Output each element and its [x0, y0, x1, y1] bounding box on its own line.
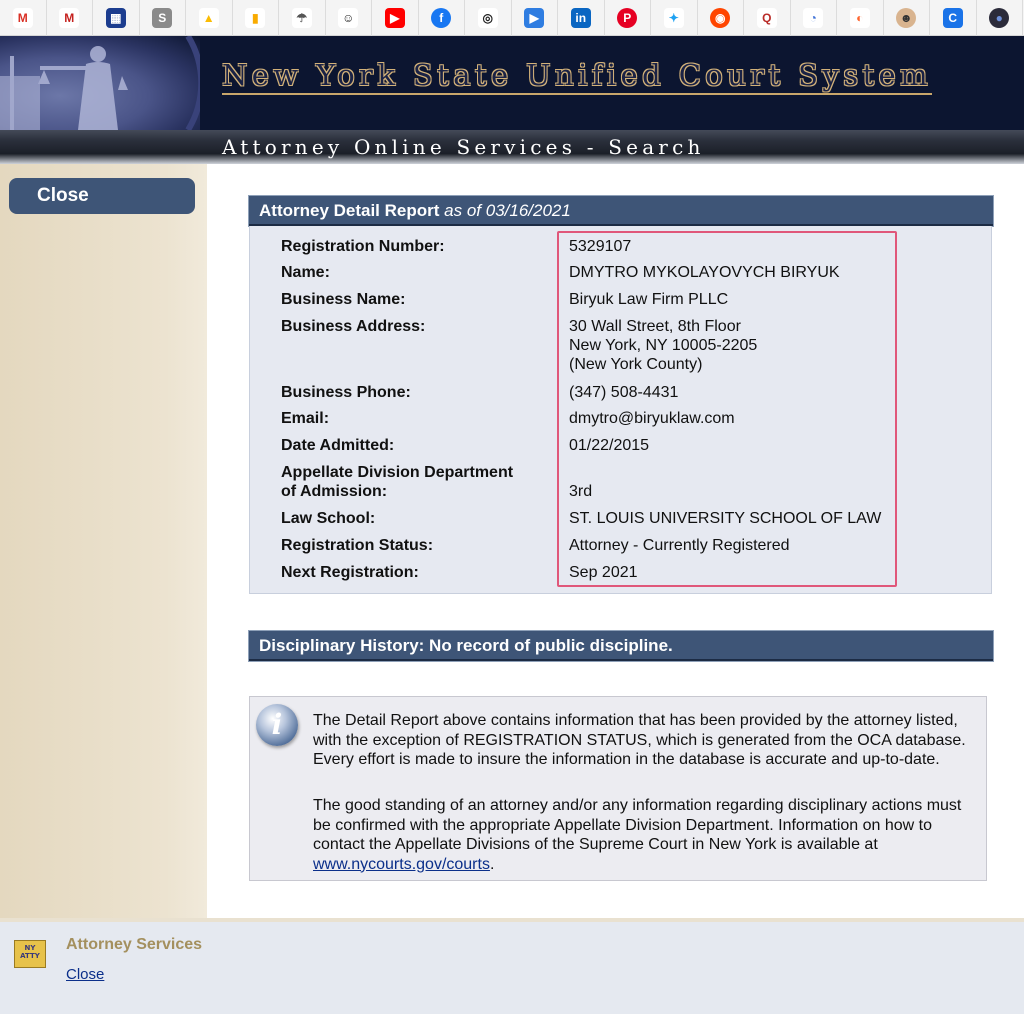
bookmark-avatar[interactable]: [884, 0, 931, 36]
reddit-icon: ◉: [710, 8, 730, 28]
appellate-label-line1: Appellate Division Department: [281, 464, 514, 481]
footer-close-link[interactable]: Close: [66, 966, 105, 983]
registration-number-value: 5329107: [569, 238, 632, 255]
semrush-icon: ◐: [850, 8, 870, 28]
footer-title: Attorney Services: [66, 936, 203, 953]
info-icon: i: [256, 704, 298, 746]
registration-status-label: Registration Status:: [281, 537, 434, 554]
gmail-icon: M: [13, 8, 33, 28]
attorney-services-logo: NY ATTY: [14, 940, 46, 968]
nycourts-link[interactable]: www.nycourts.gov/courts: [313, 855, 490, 873]
next-registration-value: Sep 2021: [569, 564, 638, 581]
bookmark-globe[interactable]: [977, 0, 1024, 36]
bookmark-linkedin[interactable]: [558, 0, 605, 36]
bookmark-c-app[interactable]: [930, 0, 977, 36]
bookmark-podcast[interactable]: [791, 0, 838, 36]
facebook-icon: f: [431, 8, 451, 28]
bookmark-quora[interactable]: [744, 0, 791, 36]
bookmark-analytics[interactable]: [233, 0, 280, 36]
c-app-icon: C: [943, 8, 963, 28]
bookmark-gmail[interactable]: [47, 0, 94, 36]
quora-icon: Q: [757, 8, 777, 28]
sidebar: [0, 164, 207, 918]
bookmark-instagram[interactable]: [465, 0, 512, 36]
bookmark-twitter[interactable]: [651, 0, 698, 36]
site-title: New York State Unified Court System: [222, 58, 933, 92]
name-label: Name:: [281, 264, 330, 281]
globe-icon: ●: [989, 8, 1009, 28]
bookmark-gmail[interactable]: [0, 0, 47, 36]
twitter-icon: ✦: [664, 8, 684, 28]
s-app-icon: S: [152, 8, 172, 28]
detail-report-header: [249, 196, 993, 226]
business-name-value: Biryuk Law Firm PLLC: [569, 291, 729, 308]
law-school-value: ST. LOUIS UNIVERSITY SCHOOL OF LAW: [569, 510, 882, 527]
email-label: Email:: [281, 410, 330, 427]
disciplinary-history-header: Disciplinary History: No record of public discipline.: [249, 631, 993, 661]
date-admitted-label: Date Admitted:: [281, 437, 395, 454]
business-address-label: Business Address:: [281, 318, 426, 335]
bookmark-clapper[interactable]: [512, 0, 559, 36]
bookmarks-bar: [0, 0, 1024, 36]
business-address-line3: (New York County): [569, 356, 703, 373]
bookmark-s-app[interactable]: [140, 0, 187, 36]
spy-icon: ☂: [292, 8, 312, 28]
court-seal-image: [0, 36, 200, 130]
lady-justice-icon: [0, 36, 200, 130]
avatar-icon: ☻: [896, 8, 916, 28]
clapper-icon: ▶: [524, 8, 544, 28]
grid-app-icon: ▦: [106, 8, 126, 28]
date-admitted-value: 01/22/2015: [569, 437, 650, 454]
business-phone-value: (347) 508-4431: [569, 384, 679, 401]
appellate-value: 3rd: [569, 483, 593, 500]
bookmark-reddit[interactable]: [698, 0, 745, 36]
bookmark-semrush[interactable]: [837, 0, 884, 36]
footer: [0, 918, 1024, 1014]
next-registration-label: Next Registration:: [281, 564, 419, 581]
bookmark-grid-app[interactable]: [93, 0, 140, 36]
business-address-line2: New York, NY 10005-2205: [569, 337, 758, 354]
bookmark-facebook[interactable]: [419, 0, 466, 36]
site-header: [0, 36, 1024, 130]
section-bar: [0, 130, 1024, 164]
section-title: Attorney Online Services - Search: [222, 135, 705, 159]
linkedin-icon: in: [571, 8, 591, 28]
close-button[interactable]: Close: [9, 178, 195, 214]
youtube-icon: ▶: [385, 8, 405, 28]
business-name-label: Business Name:: [281, 291, 406, 308]
analytics-icon: ▮: [245, 8, 265, 28]
info-paragraph-2: [313, 796, 973, 874]
bookmark-google-ads[interactable]: [186, 0, 233, 36]
bookmark-spy[interactable]: [279, 0, 326, 36]
business-phone-label: Business Phone:: [281, 384, 411, 401]
email-value: dmytro@biryuklaw.com: [569, 410, 735, 427]
pinterest-icon: P: [617, 8, 637, 28]
detail-report-date: as of 03/16/2021: [444, 201, 571, 220]
gmail-icon-2: M: [59, 8, 79, 28]
google-ads-icon: ▲: [199, 8, 219, 28]
info-paragraph-1: The Detail Report above contains information that has been provided by the attorney listed, with the exception of REGISTRATION STATUS, which is generated from the OCA database. Every effort is made to insure the information in the database is accurate and up-to-date.: [313, 712, 966, 768]
podcast-icon: ◔: [803, 8, 823, 28]
detail-report-title: Attorney Detail Report: [259, 201, 440, 220]
info-paragraph-2-end: .: [489, 855, 495, 873]
law-school-label: Law School:: [281, 510, 376, 527]
registration-status-value: Attorney - Currently Registered: [569, 537, 790, 554]
bookmark-youtube[interactable]: [372, 0, 419, 36]
name-value: DMYTRO MYKOLAYOVYCH BIRYUK: [569, 264, 840, 281]
info-paragraph-2-text: The good standing of an attorney and/or any information regarding disciplinary actions must be confirmed with the appropriate Appellate Division Department. Information on how to contact the Appellate Divisions of the Supreme Court in New York is available at: [313, 797, 962, 853]
mailchimp-icon: ☺: [338, 8, 358, 28]
bookmark-pinterest[interactable]: [605, 0, 652, 36]
bookmark-mailchimp[interactable]: [326, 0, 373, 36]
instagram-icon: ◎: [478, 8, 498, 28]
registration-number-label: Registration Number:: [281, 238, 445, 255]
business-address-line1: 30 Wall Street, 8th Floor: [569, 318, 741, 335]
appellate-label-line2: of Admission:: [281, 483, 388, 500]
